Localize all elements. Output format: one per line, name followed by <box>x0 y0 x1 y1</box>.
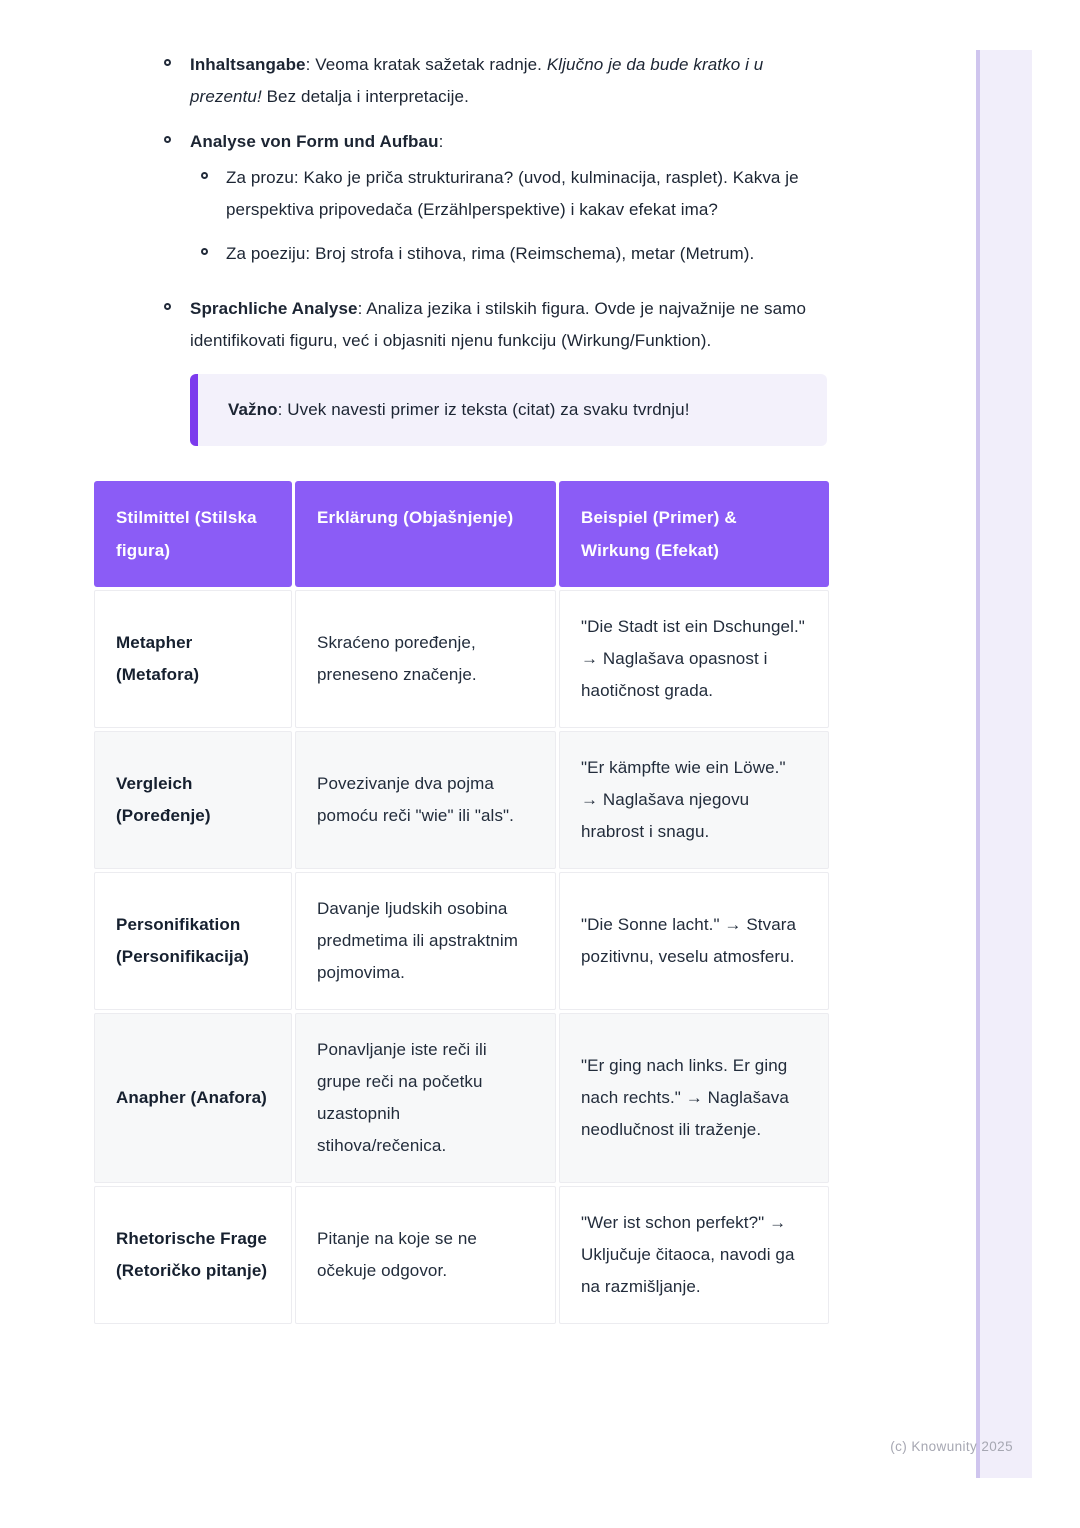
term-label: Inhaltsangabe <box>190 55 306 74</box>
table-cell-explanation: Davanje ljudskih osobina predmetima ili apstraktnim pojmovima. <box>295 872 556 1010</box>
table-header-erklaerung: Erklärung (Objašnjenje) <box>295 481 556 587</box>
right-margin-strip <box>976 50 1032 1478</box>
list-item-sprachliche-analyse <box>156 293 830 357</box>
table-cell-example: "Die Stadt ist ein Dschungel." → Naglašava opasnost i haotičnost grada. <box>559 590 829 728</box>
table-header-stilmittel: Stilmittel (Stilska figura) <box>94 481 292 587</box>
table-header-beispiel: Beispiel (Primer) & Wirkung (Efekat) <box>559 481 829 587</box>
stylistic-devices-table <box>94 481 829 1324</box>
item-text: Za poeziju: Broj strofa i stihova, rima (Reimschema), metar (Metrum). <box>226 244 755 263</box>
table-cell-explanation: Pitanje na koje se ne očekuje odgovor. <box>295 1186 556 1324</box>
table-cell-explanation: Skraćeno poređenje, preneseno značenje. <box>295 590 556 728</box>
bullet-circle-icon <box>164 136 171 143</box>
term-label: Analyse von Form und Aufbau <box>190 132 439 151</box>
callout-text: : Uvek navesti primer iz teksta (citat) za svaku tvrdnju! <box>277 400 690 419</box>
list-item-analyse-form-aufbau <box>156 126 830 280</box>
bullet-circle-icon <box>201 248 208 255</box>
table-cell-explanation: Ponavljanje iste reči ili grupe reči na početku uzastopnih stihova/rečenica. <box>295 1013 556 1183</box>
table-cell-name: Personifikation (Personifikacija) <box>94 872 292 1010</box>
item-text: Bez detalja i interpretacije. <box>261 87 469 106</box>
list-item-inhaltsangabe <box>156 49 830 113</box>
table-cell-name: Anapher (Anafora) <box>94 1013 292 1183</box>
table-cell-name: Metapher (Metafora) <box>94 590 292 728</box>
table-cell-example: "Die Sonne lacht." → Stvara pozitivnu, veselu atmosferu. <box>559 872 829 1010</box>
table-cell-example: "Er ging nach links. Er ging nach rechts." → Naglašava neodlučnost ili traženje. <box>559 1013 829 1183</box>
table-cell-name: Rhetorische Frage (Retoričko pitanje) <box>94 1186 292 1324</box>
copyright-watermark: (c) Knowunity 2025 <box>890 1439 1013 1454</box>
bullet-list <box>156 49 830 357</box>
important-note-callout <box>190 374 827 446</box>
sub-bullet-list <box>190 162 830 280</box>
table-cell-explanation: Povezivanje dva pojma pomoću reči "wie" ili "als". <box>295 731 556 869</box>
item-text: Za prozu: Kako je priča strukturirana? (uvod, kulminacija, rasplet). Kakva je perspektiva pripovedača (Erzählperspektive) i kakav efekat ima? <box>226 168 799 219</box>
item-text: : Veoma kratak sažetak radnje. <box>305 55 547 74</box>
list-item-za-poeziju <box>190 238 830 270</box>
item-text: : Analiza jezika i stilskih figura. Ovde je najvažnije ne samo identifikovati figuru, već i objasniti njenu funkciju (Wirkung/Funktion). <box>190 299 806 350</box>
notes-content <box>116 49 830 1324</box>
bullet-circle-icon <box>164 59 171 66</box>
table-cell-example: "Er kämpfte wie ein Löwe." → Naglašava njegovu hrabrost i snagu. <box>559 731 829 869</box>
term-label: Sprachliche Analyse <box>190 299 358 318</box>
item-text: : <box>438 132 444 151</box>
table-cell-name: Vergleich (Poređenje) <box>94 731 292 869</box>
bullet-circle-icon <box>201 172 208 179</box>
bullet-circle-icon <box>164 303 171 310</box>
item-text-italic: Ključno je da bude kratko i u prezentu! <box>190 55 764 106</box>
list-item-za-prozu <box>190 162 830 226</box>
table-cell-example: "Wer ist schon perfekt?" → Uključuje čitaoca, navodi ga na razmišljanje. <box>559 1186 829 1324</box>
callout-label: Važno <box>228 400 278 419</box>
